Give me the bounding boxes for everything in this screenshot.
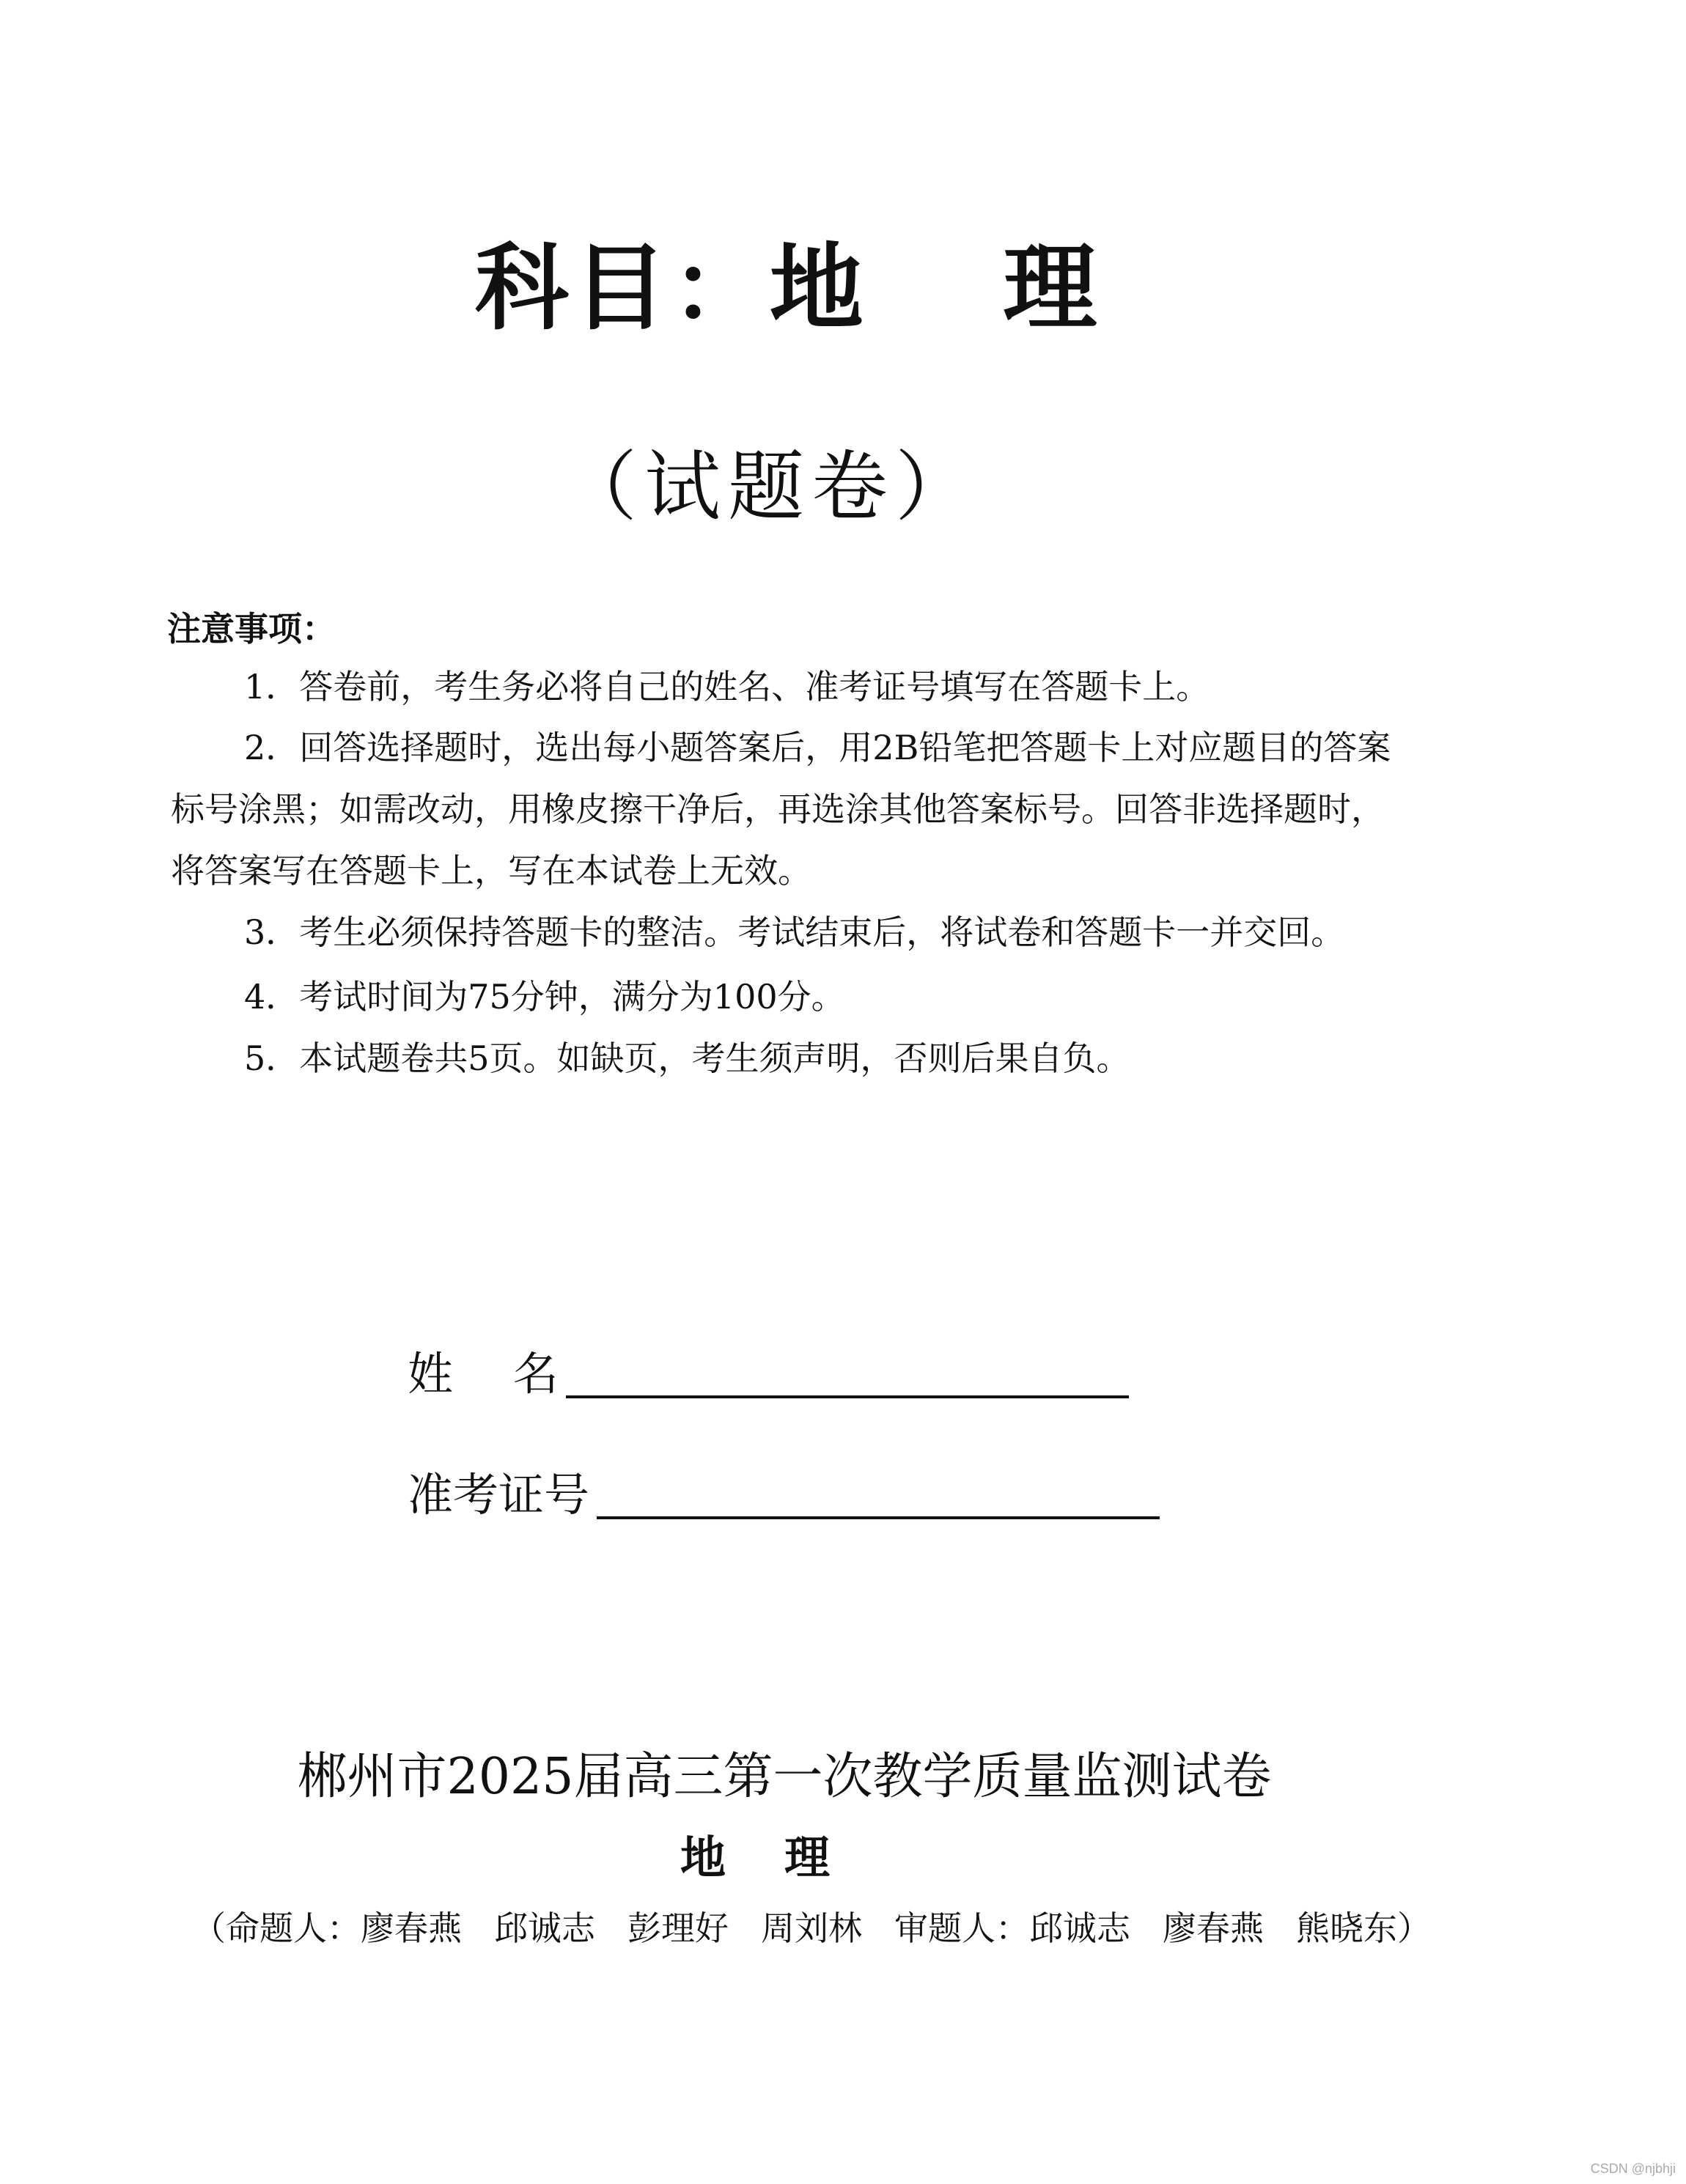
credit: 廖春燕: [1163, 1908, 1264, 1948]
exam-subject: 地理: [680, 1831, 888, 1884]
credits-line: [192, 1902, 1463, 1950]
credit: 审题人：邱诚志: [894, 1908, 1130, 1948]
notice-item-5: 5．本试题卷共5页。如缺页，考生须声明，否则后果自负。: [244, 1038, 1130, 1078]
watermark: CSDN @njbhji: [1590, 2161, 1676, 2176]
name-field[interactable]: [408, 1338, 1129, 1403]
exam-id-label: 准考证号: [408, 1468, 590, 1521]
credit: 熊晓东）: [1296, 1908, 1431, 1948]
notice-item-4: 4．考试时间为75分钟，满分为100分。: [244, 977, 845, 1017]
credit: 邱诚志: [494, 1908, 595, 1948]
credit: 彭理好: [627, 1908, 729, 1948]
exam-id-field[interactable]: [408, 1458, 1160, 1524]
notice-item-3: 3．考生必须保持答题卡的整洁。考试结束后，将试卷和答题卡一并交回。: [244, 912, 1345, 952]
notice-item-1: 1．答卷前，考生务必将自己的姓名、准考证号填写在答题卡上。: [244, 667, 1210, 707]
exam-id-underline[interactable]: [597, 1516, 1160, 1519]
name-label: 姓 名: [408, 1347, 559, 1401]
credit: （命题人：廖春燕: [192, 1908, 462, 1948]
name-underline[interactable]: [566, 1395, 1129, 1398]
notice-item-2: 2．回答选择题时，选出每小题答案后，用2B铅笔把答题卡上对应题目的答案标号涂黑；如需改动，用橡皮擦干净后，再选涂其他答案标号。回答非选择题时，将答案写在答题卡上，写在本试卷上无效。: [171, 728, 1391, 890]
notice-heading: 注意事项：: [167, 609, 336, 649]
credit: 周刘林: [761, 1908, 862, 1948]
exam-title: 郴州市2025届高三第一次教学质量监测试卷: [297, 1748, 1272, 1806]
paper-type-subtitle: （试题卷）: [560, 442, 979, 531]
subject-title: 科目：地 理: [474, 234, 1102, 343]
